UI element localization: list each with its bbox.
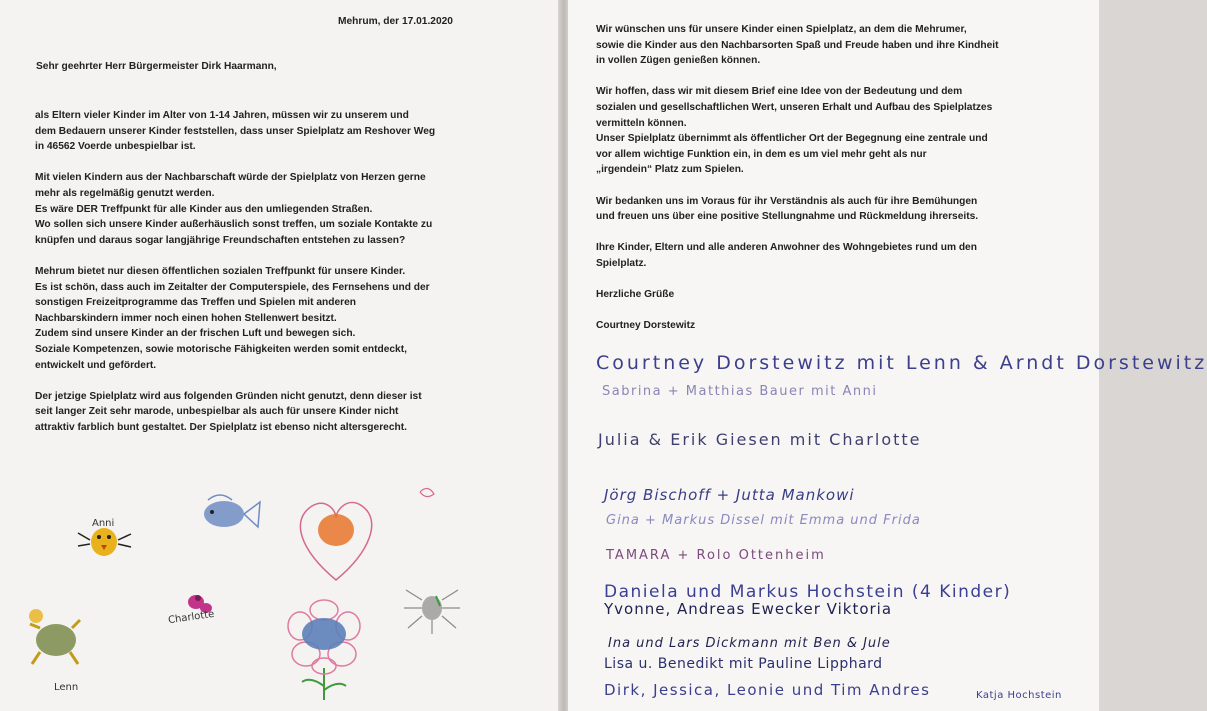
signature-entry: Gina + Markus Dissel mit Emma und Frida — [606, 513, 921, 528]
letter-line: Herzliche Grüße — [596, 289, 675, 301]
letter-line: Mehrum bietet nur diesen öffentlichen sozialen Treffpunkt für unsere Kinder. — [35, 265, 406, 277]
signature-entry: Daniela und Markus Hochstein (4 Kinder) — [604, 582, 1012, 602]
letter-line: sozialen und gesellschaftlichen Wert, unseren Erhalt und Aufbau des Spielplatzes — [596, 101, 993, 113]
child-name-label: Lenn — [54, 682, 79, 693]
turtle-drawing — [29, 609, 80, 664]
signature-entry: TAMARA + Rolo Ottenheim — [606, 548, 826, 563]
letter-line: als Eltern vieler Kinder im Alter von 1-14 Jahren, müssen wir zu unserem und — [35, 110, 409, 121]
letter-line: Courtney Dorstewitz — [596, 320, 696, 332]
letter-line: mehr als regelmäßig genutzt werden. — [35, 187, 215, 199]
letter-line: und freuen uns über eine positive Stellungnahme und Rückmeldung ihrerseits. — [596, 211, 979, 223]
letter-line: Unser Spielplatz übernimmt als öffentlicher Ort der Begegnung eine zentrale und — [596, 133, 988, 145]
chick-drawing — [78, 528, 131, 556]
letter-line: sonstigen Freizeitprogramme das Treffen und Spielen mit anderen — [35, 297, 356, 309]
letter-line: entwickelt und gefördert. — [35, 359, 157, 371]
letter-line: Der jetzige Spielplatz wird aus folgenden Gründen nicht genutzt, denn dieser ist — [35, 390, 422, 402]
letter-line: Mit vielen Kindern aus der Nachbarschaft würde der Spielplatz von Herzen gerne — [35, 172, 426, 184]
child-name-label: Anni — [92, 518, 115, 529]
signature-entry: Katja Hochstein — [976, 690, 1062, 701]
paragraph-gap — [596, 303, 998, 319]
letter-line: sowie die Kinder aus den Nachbarsorten Spaß und Freude haben und ihre Kindheit — [596, 39, 999, 51]
letter-line: Spielplatz. — [596, 257, 647, 269]
paragraph-gap — [596, 69, 998, 85]
heart-drawing — [300, 503, 371, 580]
letter-line: in 46562 Voerde unbespielbar ist. — [35, 141, 196, 153]
paragraph-gap — [596, 225, 998, 241]
letter-line: Wir wünschen uns für unsere Kinder einen Spielplatz, an dem die Mehrumer, — [596, 24, 967, 35]
signature-entry: Lisa u. Benedikt mit Pauline Lipphard — [604, 656, 883, 672]
signature-entry: Julia & Erik Giesen mit Charlotte — [598, 430, 922, 449]
childrens-drawings — [0, 0, 560, 711]
child-name-label: Charlotte — [167, 608, 215, 627]
letter-salutation: Sehr geehrter Herr Bürgermeister Dirk Haarmann, — [36, 61, 277, 72]
paragraph-gap — [596, 272, 998, 288]
letter-line: Es wäre DER Treffpunkt für alle Kinder aus den umliegenden Straßen. — [35, 203, 373, 215]
spider-drawing — [404, 590, 460, 634]
signature-entry: Sabrina + Matthias Bauer mit Anni — [602, 384, 878, 399]
letter-date-line: Mehrum, der 17.01.2020 — [338, 16, 453, 27]
letter-line: Wo sollen sich unsere Kinder außerhäuslich sonst treffen, um soziale Kontakte zu — [35, 219, 433, 231]
signature-entry: Yvonne, Andreas Ewecker Viktoria — [604, 600, 893, 618]
letter-line: Ihre Kinder, Eltern und alle anderen Anwohner des Wohngebietes rund um den — [596, 242, 977, 254]
letter-line: attraktiv farblich bunt gestaltet. Der Spielplatz ist ebenso nicht altersgerecht. — [35, 421, 407, 433]
signature-entry: Dirk, Jessica, Leonie und Tim Andres — [604, 681, 931, 699]
letter-line: Nachbarskindern immer noch einen hohen Stellenwert besitzt. — [35, 312, 337, 324]
signature-entry: Ina und Lars Dickmann mit Ben & Jule — [608, 636, 891, 651]
paragraph-gap — [596, 178, 998, 194]
letter-line: Zudem sind unsere Kinder an der frischen Luft und bewegen sich. — [35, 328, 356, 340]
letter-line: Wir bedanken uns im Voraus für ihr Verständnis als auch für ihre Bemühungen — [596, 195, 978, 207]
letter-line: dem Bedauern unserer Kinder feststellen, dass unser Spielplatz am Reshover Weg — [35, 125, 436, 137]
pink-doodle-drawing — [420, 488, 434, 496]
letter-line: knüpfen und daraus sogar langjährige Freundschaften entstehen zu lassen? — [35, 234, 406, 246]
letter-line: „irgendein“ Platz zum Spielen. — [596, 164, 744, 176]
signature-entry: Courtney Dorstewitz mit Lenn & Arndt Dorstewitz — [596, 352, 1207, 374]
letter-line: seit langer Zeit sehr marode, unbespielbar als auch für unsere Kinder nicht — [35, 406, 399, 418]
letter-line: in vollen Zügen genießen können. — [596, 55, 761, 67]
letter-line: Wir hoffen, dass wir mit diesem Brief eine Idee von der Bedeutung und dem — [596, 86, 963, 98]
flower-drawing — [288, 600, 360, 700]
letter-line: Es ist schön, dass auch im Zeitalter der Computerspiele, des Fernsehens und der — [35, 281, 430, 293]
letter-line: vermitteln können. — [596, 117, 687, 129]
signature-entry: Jörg Bischoff + Jutta Mankowi — [604, 486, 855, 504]
letter-line: vor allem wichtige Funktion ein, in dem es um viel mehr geht als nur — [596, 148, 927, 160]
letter-body-right — [596, 22, 998, 334]
letter-line: Soziale Kompetenzen, sowie motorische Fähigkeiten werden somit entdeckt, — [35, 343, 407, 355]
fish-drawing — [204, 495, 260, 527]
